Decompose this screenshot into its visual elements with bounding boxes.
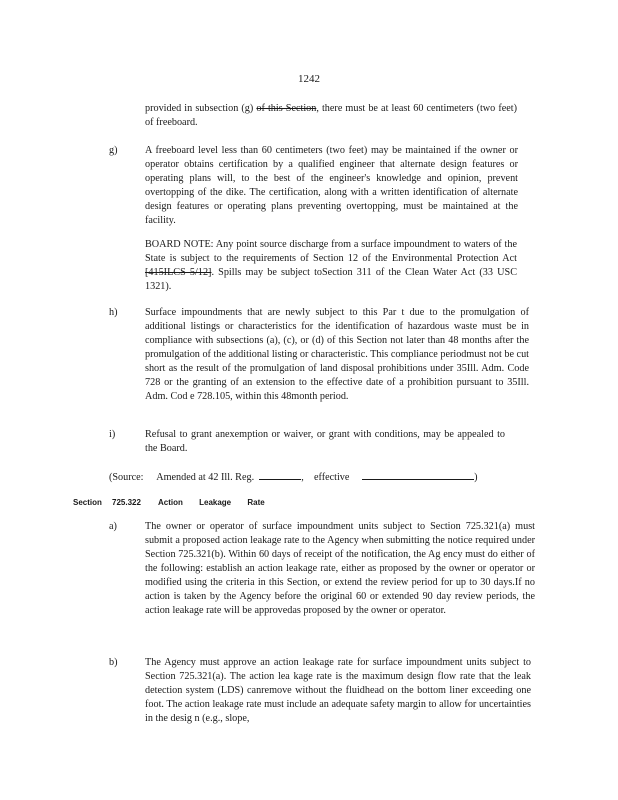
subsection-i-text: Refusal to grant anexemption or waiver, or grant with conditions, may be appealed to the Board. — [145, 429, 505, 454]
subsection-h-label: h) — [109, 307, 118, 318]
source-prefix: (Source: — [109, 472, 144, 483]
board-note-before: BOARD NOTE: Any point source discharge from a surface impoundment to waters of the State is subject to the requirements of Section 12 of the Environmental Protection Act — [145, 239, 517, 264]
intro-struck-text: of this Section — [256, 103, 317, 114]
subsection-b-text: The Agency must approve an action leakage rate for surface impoundment units subject to Section 725.321(a). The action lea kage rate is the maximum design flow rate that the leak detection system (LDS) canremove without the fluidhead on the bottom liner exceeding one foot. The action leakage rate must include an adequate safety margin to allow for uncertainties in the desig n (e.g., slope, — [145, 657, 531, 724]
intro-paragraph — [145, 102, 517, 130]
section-title: Action Leakage Rate — [158, 498, 265, 507]
board-note-after: . Spills may be subject toSection 311 of the Clean Water Act (33 USC 1321). — [145, 267, 517, 292]
subsection-g-text: A freeboard level less than 60 centimeters (two feet) may be maintained if the owner or operator obtains certification by a qualified engineer that alternate design features or operating plans will, to the best of the engineer's knowledge and opinion, prevent overtopping of the dike. The certification, along with a written identification of alternate design features or operating plans preventing overtopping, must be maintained at the facility. — [145, 145, 518, 226]
source-amended: Amended at 42 Ill. Reg. — [156, 472, 255, 483]
page-number: 1242 — [298, 73, 320, 85]
board-note — [145, 238, 517, 294]
effective-date-blank — [362, 469, 474, 480]
board-note-struck-text: [415ILCS 5/12] — [145, 267, 212, 278]
source-note: (Source: Amended at 42 Ill. Reg. , effective ) — [109, 469, 529, 485]
section-number: 725.322 — [112, 498, 141, 507]
subsection-a-text: The owner or operator of surface impoundment units subject to Section 725.321(a) must submit a proposed action leakage rate to the Agency when submitting the notice required under Section 725.321(b). Within 60 days of receipt of the notification, the Ag ency must do either of the following: establish an action leakage rate, either as proposed by the owner or operator or modified using the criteria in this Section, or extend the review period for up to 30 days.If no action is taken by the Agency before the original 60 or extended 90 day review periods, the action leakage rate will be approvedas proposed by the owner or operator. — [145, 521, 535, 616]
intro-text-after: , there must be at least 60 centimeters (two feet) of freeboard. — [145, 103, 517, 128]
section-word: Section — [73, 498, 102, 507]
subsection-b-label: b) — [109, 657, 118, 668]
subsection-h-text: Surface impoundments that are newly subject to this Par t due to the promulgation of additional listings or characteristics for the identification of hazardous waste must be in compliance with subsections (a), (c), or (d) of this Section not later than 48 months after the promulgation of the additional listing or characteristic. This compliance periodmust not be cut short as the result of the promulgation of land disposal prohibitions under 35Ill. Adm. Code 728 or the granting of an extension to the effective date of a prohibition pursuant to 35Ill. Adm. Cod e 728.105, within this 48month period. — [145, 307, 529, 402]
subsection-g-label: g) — [109, 145, 118, 156]
register-page-blank — [259, 469, 301, 480]
subsection-i-label: i) — [109, 429, 116, 440]
source-effective: effective — [313, 472, 350, 483]
intro-text-before: provided in subsection (g) — [145, 103, 257, 114]
subsection-a-label: a) — [109, 521, 117, 532]
source-close: ) — [474, 472, 478, 483]
